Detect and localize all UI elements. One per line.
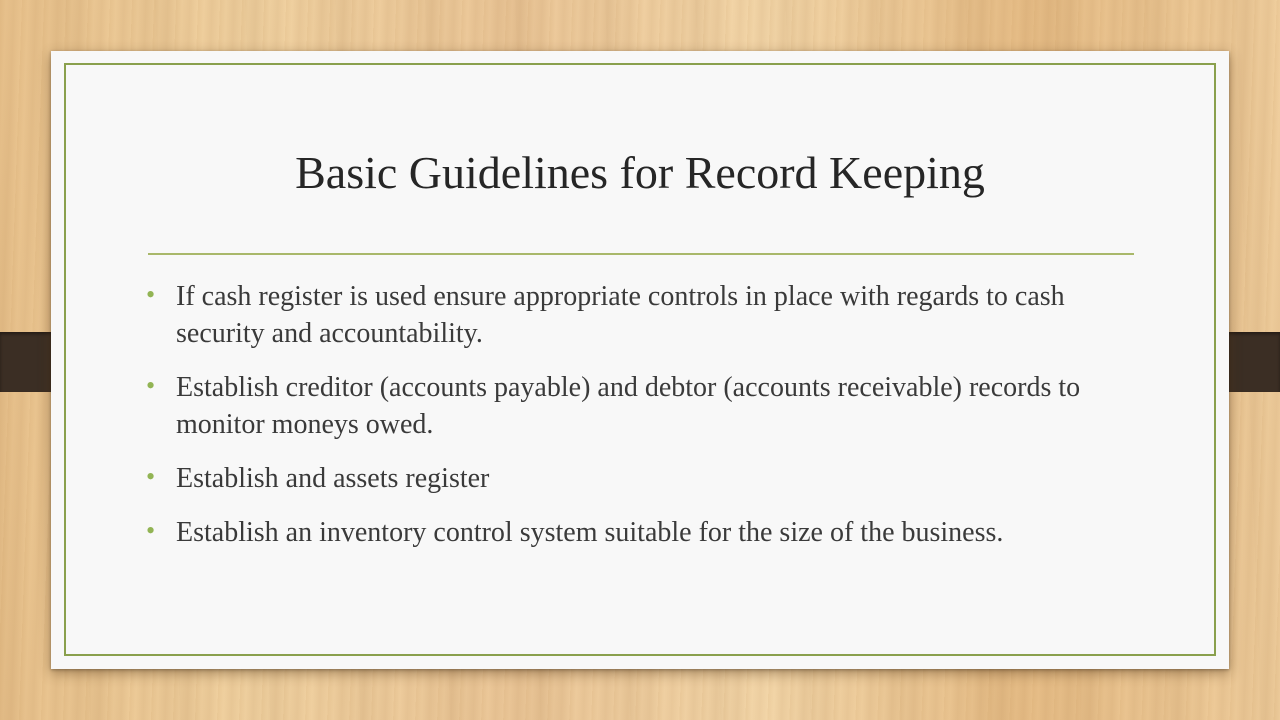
bullet-dot-icon: •	[146, 516, 156, 545]
bullet-text: Establish creditor (accounts payable) and debtor (accounts receivable) records to monitor moneys owed.	[176, 372, 1081, 440]
bullet-dot-icon: •	[146, 371, 156, 400]
bullet-list	[146, 278, 1126, 568]
bullet-item	[146, 460, 1126, 497]
title-divider	[148, 253, 1134, 255]
bullet-text: Establish and assets register	[176, 463, 490, 494]
bullet-item	[146, 369, 1126, 443]
slide-title: Basic Guidelines for Record Keeping	[295, 147, 985, 198]
bullet-text: If cash register is used ensure appropriate controls in place with regards to cash security and accountability.	[176, 281, 1065, 349]
bullet-item	[146, 278, 1126, 352]
bullet-item	[146, 514, 1126, 551]
slide-card	[51, 51, 1229, 669]
bullet-text: Establish an inventory control system suitable for the size of the business.	[176, 517, 1004, 548]
bullet-dot-icon: •	[146, 280, 156, 309]
bullet-dot-icon: •	[146, 462, 156, 491]
